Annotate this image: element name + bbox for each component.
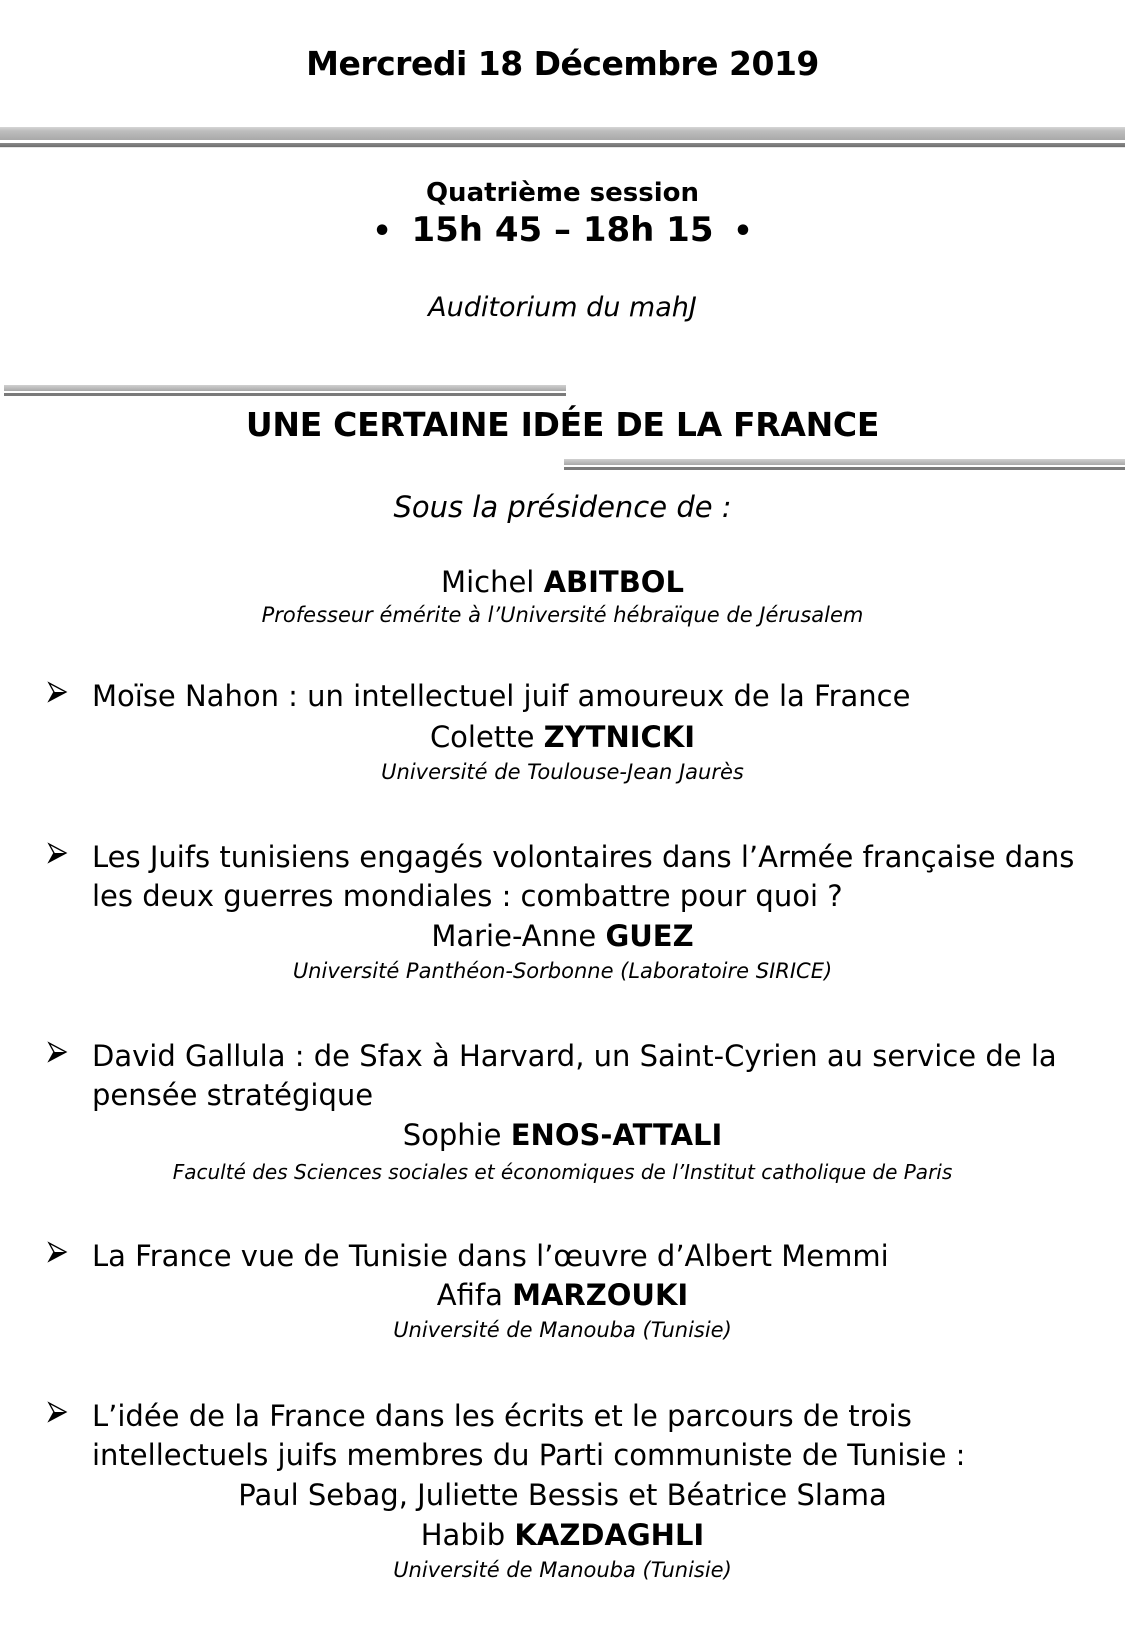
bullet-dot-left: • bbox=[372, 214, 392, 249]
speaker-name bbox=[0, 1518, 1125, 1552]
speaker-last-name: KAZDAGHLI bbox=[514, 1518, 705, 1552]
talk-title: Moïse Nahon : un intellectuel juif amoureux de la France bbox=[92, 679, 911, 713]
speaker-affiliation: Université de Toulouse-Jean Jaurès bbox=[381, 760, 744, 784]
speaker-name bbox=[0, 1278, 1125, 1312]
speaker-affiliation: Faculté des Sciences sociales et économiques de l’Institut catholique de Paris bbox=[172, 1160, 953, 1184]
speaker-last-name: MARZOUKI bbox=[512, 1278, 689, 1312]
speaker-first-name: Afifa bbox=[436, 1278, 503, 1312]
talk-item bbox=[46, 677, 1106, 716]
talk-title-line: David Gallula : de Sfax à Harvard, un Saint-Cyrien au service de la bbox=[92, 1039, 1057, 1073]
presidency-label: Sous la présidence de : bbox=[393, 490, 732, 524]
header-divider-thin bbox=[0, 143, 1125, 148]
arrowhead-bullet-icon bbox=[46, 681, 68, 703]
speaker-name bbox=[0, 1118, 1125, 1152]
arrowhead-bullet-icon bbox=[46, 1401, 68, 1423]
chair-affiliation: Professeur émérite à l’Université hébraïque de Jérusalem bbox=[261, 603, 864, 627]
talk-title: La France vue de Tunisie dans l’œuvre d’Albert Memmi bbox=[92, 1239, 889, 1273]
chair-first-name: Michel bbox=[441, 565, 535, 599]
speaker-name bbox=[0, 919, 1125, 953]
speaker-last-name: GUEZ bbox=[605, 919, 694, 953]
speaker-affiliation: Université Panthéon-Sorbonne (Laboratoire SIRICE) bbox=[292, 959, 833, 983]
talk-title-line: Les Juifs tunisiens engagés volontaires dans l’Armée française dans bbox=[92, 840, 1075, 874]
arrowhead-bullet-icon bbox=[46, 1241, 68, 1263]
talk-title-line: intellectuels juifs membres du Parti communiste de Tunisie : bbox=[92, 1438, 966, 1472]
theme-divider-right-thin bbox=[564, 467, 1125, 470]
speaker-first-name: Marie-Anne bbox=[431, 919, 597, 953]
speaker-affiliation: Université de Manouba (Tunisie) bbox=[393, 1558, 732, 1582]
speaker-last-name: ENOS-ATTALI bbox=[510, 1118, 723, 1152]
session-time bbox=[0, 210, 1125, 250]
speaker-affiliation: Université de Manouba (Tunisie) bbox=[393, 1318, 732, 1342]
speaker-first-name: Colette bbox=[429, 720, 535, 754]
session-location: Auditorium du mahJ bbox=[428, 292, 697, 323]
talk-item bbox=[46, 1397, 1106, 1475]
talk-title-line: L’idée de la France dans les écrits et le parcours de trois bbox=[92, 1399, 912, 1433]
speaker-last-name: ZYTNICKI bbox=[543, 720, 696, 754]
speaker-name bbox=[0, 720, 1125, 754]
theme-divider-left bbox=[4, 385, 566, 391]
speaker-first-name: Habib bbox=[420, 1518, 506, 1552]
talk-title-line: Paul Sebag, Juliette Bessis et Béatrice Slama bbox=[238, 1478, 887, 1512]
chair-name bbox=[0, 565, 1125, 599]
arrowhead-bullet-icon bbox=[46, 1041, 68, 1063]
header-divider-thick bbox=[0, 127, 1125, 140]
talk-item bbox=[46, 1037, 1106, 1115]
speaker-first-name: Sophie bbox=[402, 1118, 502, 1152]
time-range: 15h 45 – 18h 15 bbox=[411, 210, 714, 250]
talk-title-line: pensée stratégique bbox=[92, 1078, 374, 1112]
talk-item bbox=[46, 1237, 1106, 1276]
arrowhead-bullet-icon bbox=[46, 842, 68, 864]
talk-title-line: les deux guerres mondiales : combattre pour quoi ? bbox=[92, 879, 843, 913]
theme-divider-left-thin bbox=[4, 393, 566, 396]
bullet-dot-right: • bbox=[733, 214, 753, 249]
chair-last-name: ABITBOL bbox=[543, 565, 684, 599]
theme-title: UNE CERTAINE IDÉE DE LA FRANCE bbox=[245, 405, 880, 444]
event-date: Mercredi 18 Décembre 2019 bbox=[306, 44, 819, 83]
session-title: Quatrième session bbox=[425, 178, 700, 208]
theme-divider-right bbox=[564, 459, 1125, 465]
talk-item bbox=[46, 838, 1106, 916]
